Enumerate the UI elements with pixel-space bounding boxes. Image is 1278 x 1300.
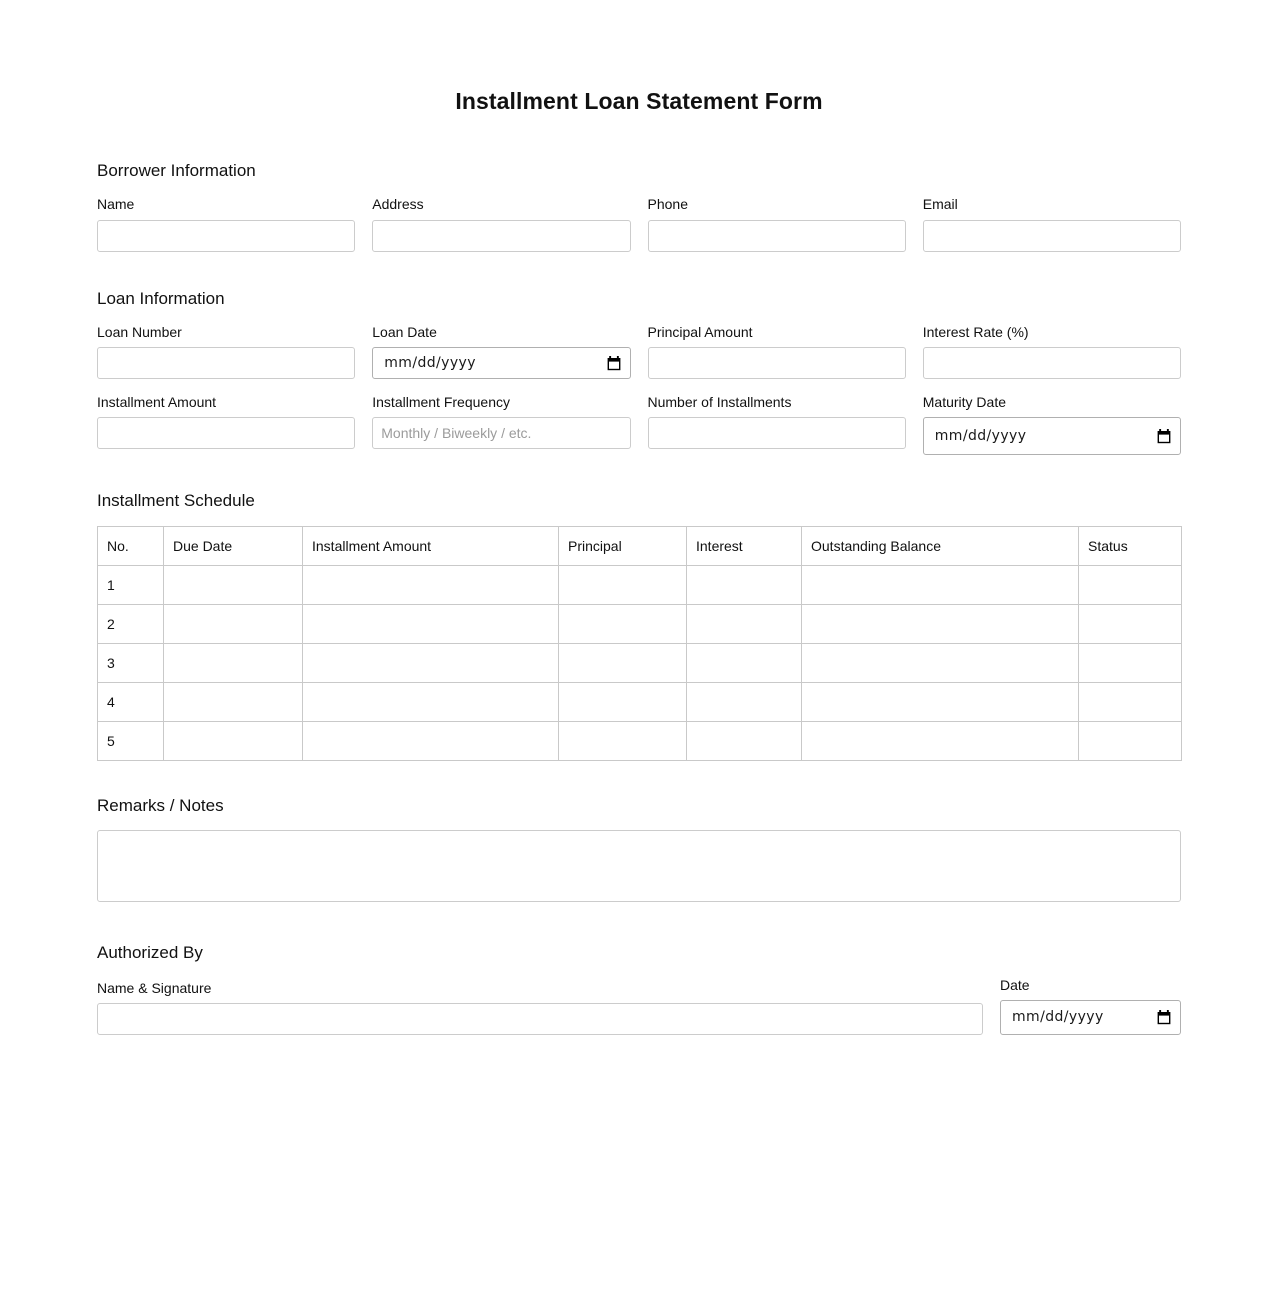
cell-principal[interactable]: [559, 643, 687, 682]
name-input[interactable]: [97, 220, 355, 252]
phone-input[interactable]: [648, 220, 906, 252]
field-authorized-date: [1000, 976, 1181, 1035]
loan-date-input[interactable]: [372, 347, 630, 379]
cell-outstanding-balance[interactable]: [802, 721, 1079, 760]
table-head: [98, 526, 1182, 565]
label-interest-rate: Interest Rate (%): [922, 323, 1029, 340]
field-email: [923, 195, 1181, 251]
authorized-date-input[interactable]: [1000, 1000, 1181, 1035]
field-principal-amount: [648, 323, 906, 379]
table-body: [98, 565, 1182, 760]
field-interest-rate: [923, 323, 1181, 379]
form-content: [97, 161, 1181, 1035]
table-row: [98, 565, 1182, 604]
name-signature-input[interactable]: [97, 1003, 983, 1035]
loan-number-input[interactable]: [97, 347, 355, 379]
cell-no: 1: [98, 565, 164, 604]
column-header-installment-amount: Installment Amount: [303, 526, 559, 565]
label-loan-number: Loan Number: [97, 323, 182, 340]
label-email: Email: [922, 196, 958, 213]
principal-amount-input[interactable]: [648, 347, 906, 379]
page-title: Installment Loan Statement Form: [455, 88, 823, 114]
calendar-icon[interactable]: [1157, 1010, 1171, 1025]
column-header-due-date: Due Date: [164, 526, 303, 565]
column-header-interest: Interest: [687, 526, 802, 565]
cell-installment-amount[interactable]: [303, 721, 559, 760]
cell-installment-amount[interactable]: [303, 565, 559, 604]
cell-outstanding-balance[interactable]: [802, 682, 1079, 721]
cell-installment-amount[interactable]: [303, 643, 559, 682]
column-header-status: Status: [1079, 526, 1182, 565]
cell-status[interactable]: [1079, 604, 1182, 643]
cell-due-date[interactable]: [164, 721, 303, 760]
cell-principal[interactable]: [559, 721, 687, 760]
label-maturity-date: Maturity Date: [922, 394, 1006, 411]
cell-status[interactable]: [1079, 643, 1182, 682]
field-phone: [648, 195, 906, 251]
calendar-icon[interactable]: [1157, 429, 1171, 444]
cell-due-date[interactable]: [164, 643, 303, 682]
label-installment-amount: Installment Amount: [97, 394, 217, 411]
cell-interest[interactable]: [687, 643, 802, 682]
cell-due-date[interactable]: [164, 565, 303, 604]
loan-fields-row-2: [97, 393, 1181, 455]
label-installment-frequency: Installment Frequency: [372, 394, 510, 411]
table-header-row: [98, 526, 1182, 565]
field-loan-date: [372, 323, 630, 379]
cell-no: 3: [98, 643, 164, 682]
authorized-date-value: mm/dd/yyyy: [1012, 1009, 1104, 1026]
address-input[interactable]: [372, 220, 630, 252]
cell-outstanding-balance[interactable]: [802, 643, 1079, 682]
cell-no: 2: [98, 604, 164, 643]
label-phone: Phone: [647, 196, 688, 213]
column-header-outstanding-balance: Outstanding Balance: [802, 526, 1079, 565]
maturity-date-input[interactable]: [923, 417, 1181, 455]
label-authorized-date: Date: [1000, 976, 1030, 993]
installment-amount-input[interactable]: [97, 417, 355, 449]
label-number-of-installments: Number of Installments: [647, 394, 792, 411]
cell-no: 5: [98, 721, 164, 760]
column-header-no: No.: [98, 526, 164, 565]
cell-status[interactable]: [1079, 682, 1182, 721]
email-input[interactable]: [923, 220, 1181, 252]
remarks-textarea[interactable]: [97, 830, 1181, 902]
field-loan-number: [97, 323, 355, 379]
label-principal-amount: Principal Amount: [647, 323, 753, 340]
field-installment-frequency: [372, 393, 630, 455]
table-row: [98, 604, 1182, 643]
label-address: Address: [372, 196, 424, 213]
cell-installment-amount[interactable]: [303, 604, 559, 643]
cell-due-date[interactable]: [164, 604, 303, 643]
cell-interest[interactable]: [687, 565, 802, 604]
cell-outstanding-balance[interactable]: [802, 565, 1079, 604]
field-address: [372, 195, 630, 251]
cell-principal[interactable]: [559, 565, 687, 604]
table-row: [98, 643, 1182, 682]
table-row: [98, 721, 1182, 760]
table-row: [98, 682, 1182, 721]
section-heading-loan: Loan Information: [97, 288, 225, 308]
number-of-installments-input[interactable]: [648, 417, 906, 449]
cell-principal[interactable]: [559, 604, 687, 643]
cell-installment-amount[interactable]: [303, 682, 559, 721]
cell-interest[interactable]: [687, 682, 802, 721]
field-number-of-installments: [648, 393, 906, 455]
column-header-principal: Principal: [559, 526, 687, 565]
field-name-signature: [97, 979, 983, 1035]
cell-status[interactable]: [1079, 565, 1182, 604]
cell-status[interactable]: [1079, 721, 1182, 760]
interest-rate-input[interactable]: [923, 347, 1181, 379]
section-heading-schedule: Installment Schedule: [97, 491, 255, 511]
cell-interest[interactable]: [687, 721, 802, 760]
loan-date-value: mm/dd/yyyy: [384, 355, 476, 372]
label-name-signature: Name & Signature: [97, 979, 212, 996]
section-heading-authorized: Authorized By: [97, 943, 203, 963]
cell-due-date[interactable]: [164, 682, 303, 721]
borrower-fields-row: [97, 195, 1181, 251]
cell-interest[interactable]: [687, 604, 802, 643]
maturity-date-value: mm/dd/yyyy: [934, 428, 1027, 445]
loan-fields-row-1: [97, 323, 1181, 379]
installment-schedule-table: [97, 526, 1182, 761]
field-maturity-date: [923, 393, 1181, 455]
calendar-icon[interactable]: [607, 356, 621, 371]
section-heading-remarks: Remarks / Notes: [97, 795, 224, 815]
cell-principal[interactable]: [559, 682, 687, 721]
label-loan-date: Loan Date: [372, 323, 437, 340]
installment-frequency-input[interactable]: [372, 417, 630, 449]
cell-outstanding-balance[interactable]: [802, 604, 1079, 643]
field-name: [97, 195, 355, 251]
authorized-row: [97, 976, 1181, 1035]
label-name: Name: [97, 196, 135, 213]
field-installment-amount: [97, 393, 355, 455]
cell-no: 4: [98, 682, 164, 721]
section-heading-borrower: Borrower Information: [97, 161, 256, 180]
